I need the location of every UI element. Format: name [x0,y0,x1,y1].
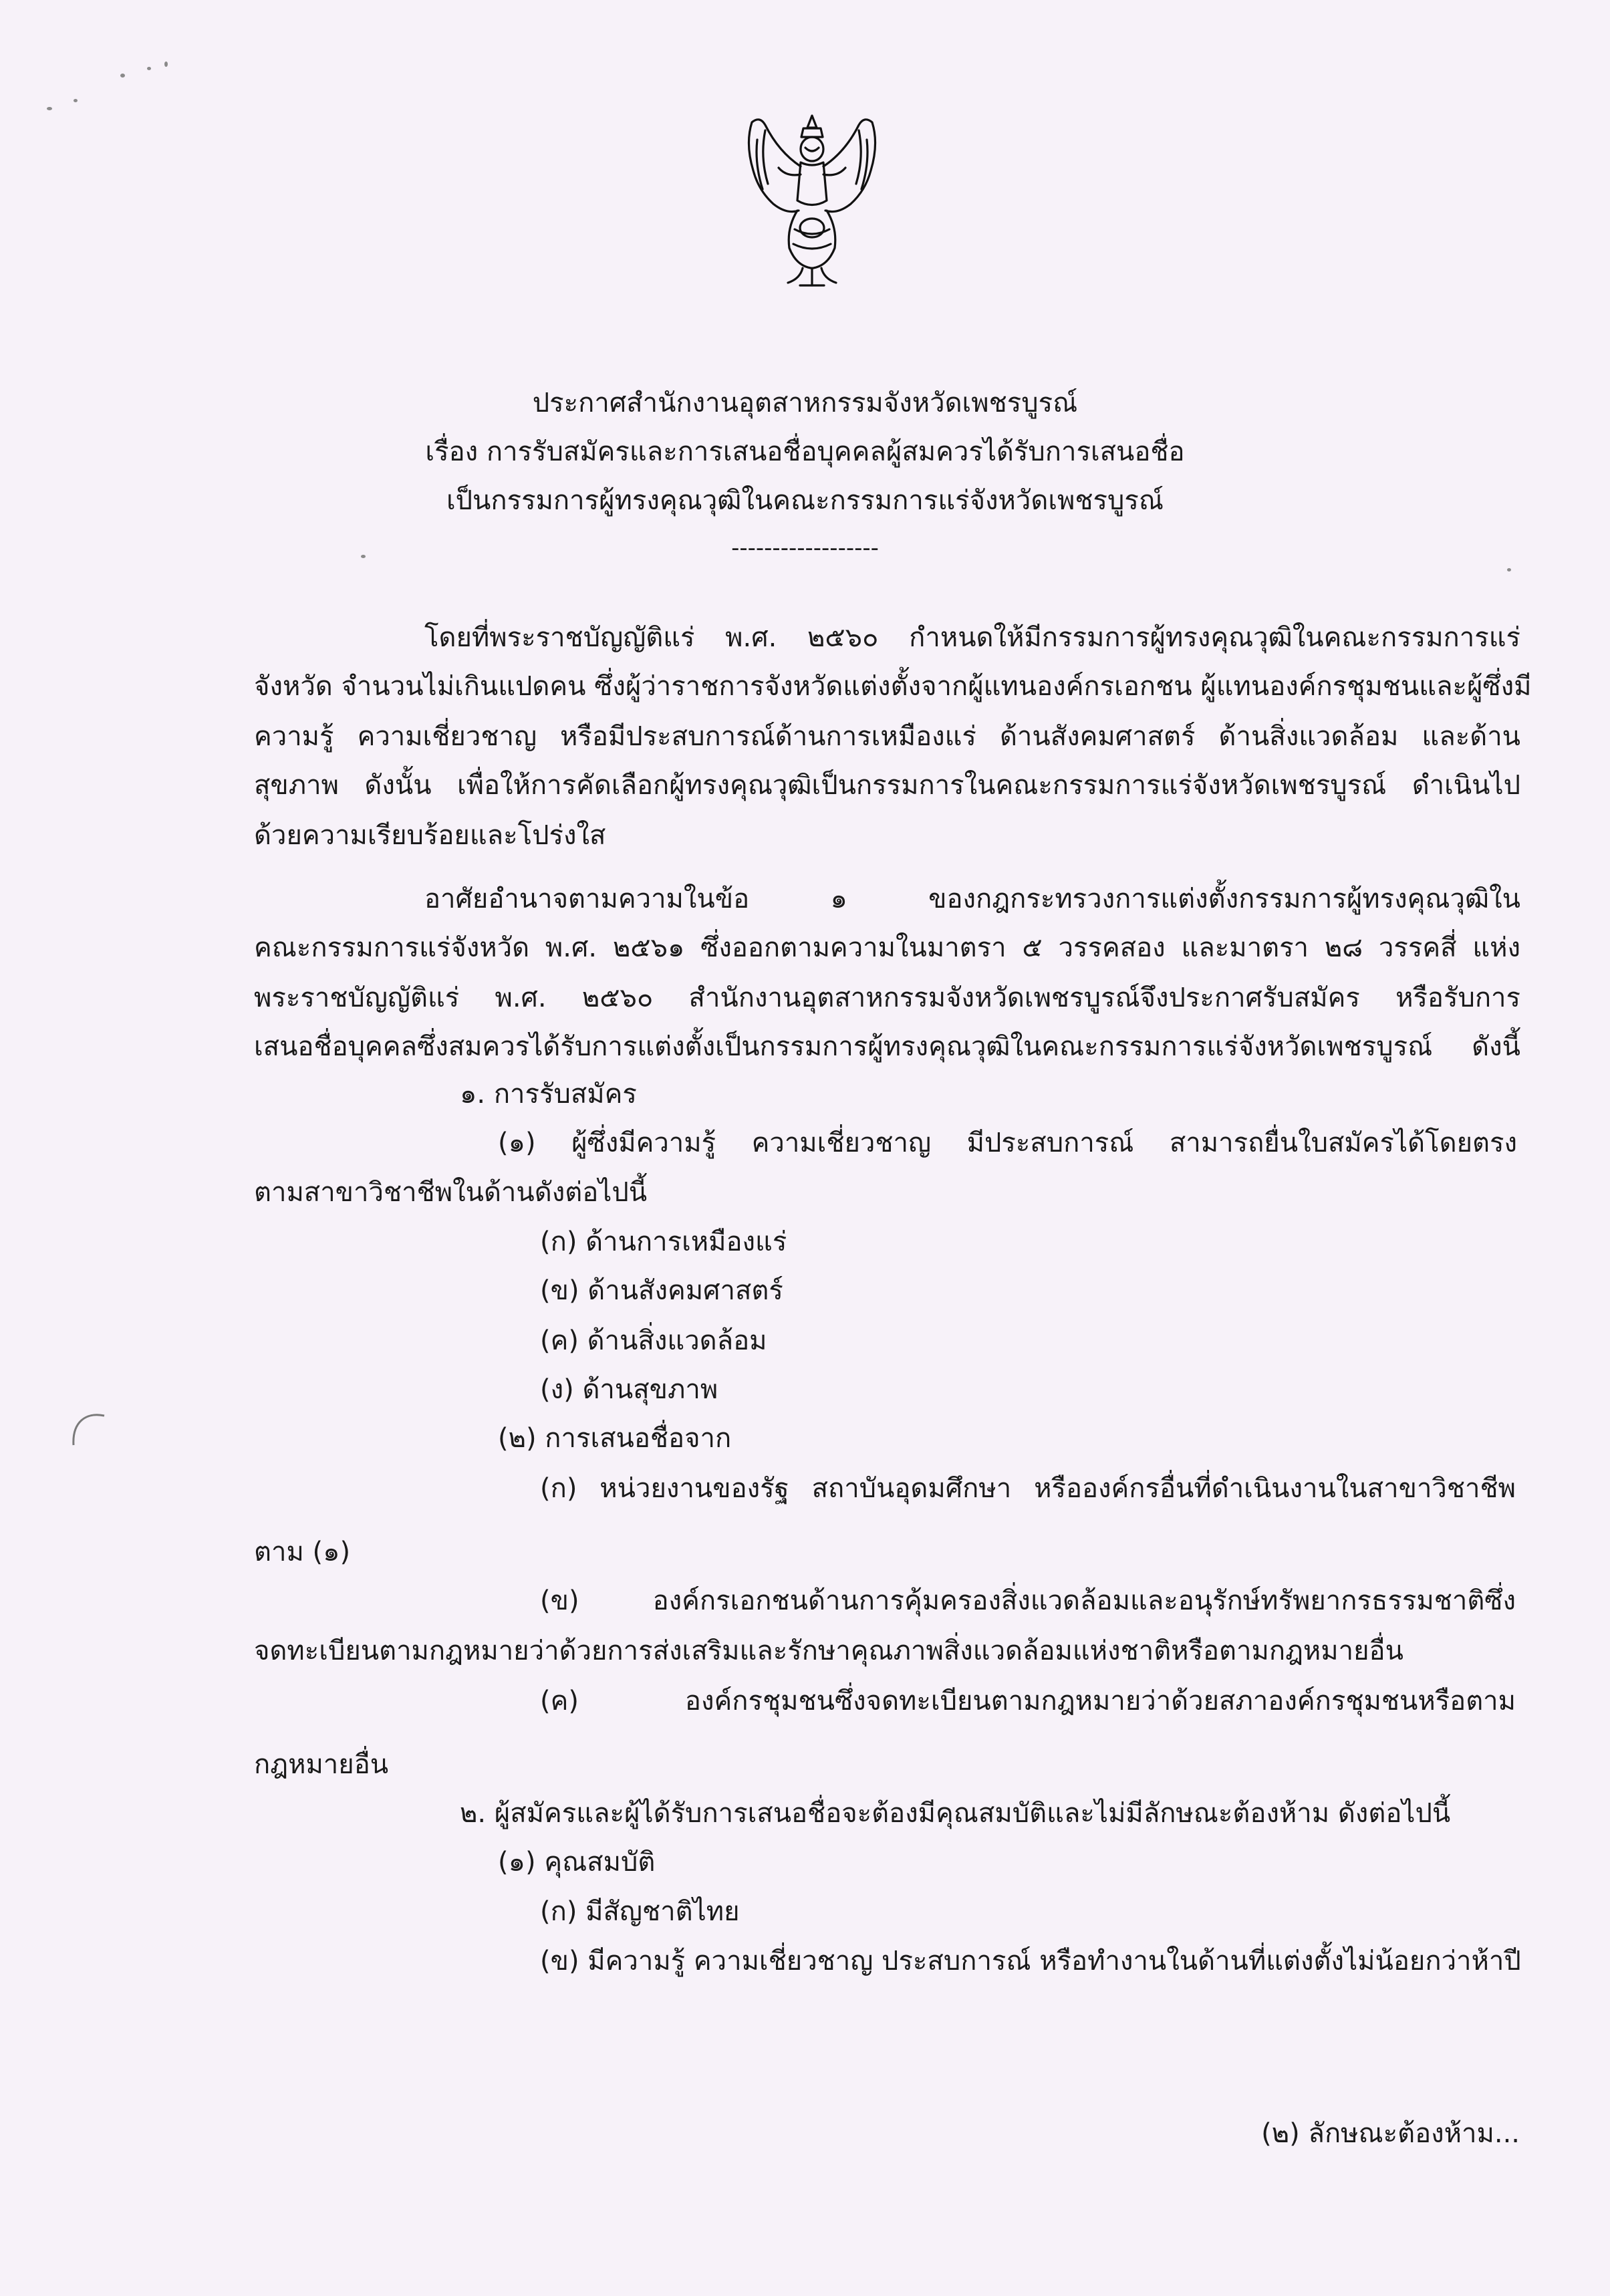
scan-speck [120,74,125,78]
scan-speck [47,107,52,110]
para1-line: ความรู้ ความเชี่ยวชาญ หรือมีประสบการณ์ด้านการเหมืองแร่ ด้านสังคมศาสตร์ ด้านสิ่งแวดล้อม และด้าน [254,721,1520,752]
section1-sub-item: (ค) ด้านสิ่งแวดล้อม [540,1325,767,1356]
para1-line: ด้วยความเรียบร้อยและโปร่งใส [254,820,606,851]
para2-line: อาศัยอำนาจตามความในข้อ ๑ ของกฎกระทรวงการแต่งตั้งกรรมการผู้ทรงคุณวุฒิใน [424,884,1520,914]
scan-speck [1507,568,1511,571]
para1-line: โดยที่พระราชบัญญัติแร่ พ.ศ. ๒๕๖๐ กำหนดให้มีกรรมการผู้ทรงคุณวุฒิในคณะกรรมการแร่ [424,622,1520,653]
garuda-emblem-icon [739,110,886,291]
section2-sub-item: (ข) มีความรู้ ความเชี่ยวชาญ ประสบการณ์ หรือทำงานในด้านที่แต่งตั้งไม่น้อยกว่าห้าปี [540,1946,1521,1976]
para2-line: เสนอชื่อบุคคลซึ่งสมควรได้รับการแต่งตั้งเป็นกรรมการผู้ทรงคุณวุฒิในคณะกรรมการแร่จังหวัดเพชรบูรณ์ ดังนี้ [254,1031,1520,1062]
para2-line: คณะกรรมการแร่จังหวัด พ.ศ. ๒๕๖๑ ซึ่งออกตามความในมาตรา ๕ วรรคสอง และมาตรา ๒๘ วรรคสี่ แห่ง [254,932,1520,963]
section1-item1-line: (๑) ผู้ซึ่งมีความรู้ ความเชี่ยวชาญ มีประสบการณ์ สามารถยื่นใบสมัครได้โดยตรง [498,1128,1517,1158]
announcement-title-line3: เป็นกรรมการผู้ทรงคุณวุฒิในคณะกรรมการแร่จังหวัดเพชรบูรณ์ [446,485,1164,516]
scan-speck [74,99,78,102]
para1-line: จังหวัด จำนวนไม่เกินแปดคน ซึ่งผู้ว่าราชการจังหวัดแต่งตั้งจากผู้แทนองค์กรเอกชน ผู้แทนองค์กรชุมชนและผู้ซึ่งมี [254,671,1532,702]
scan-speck [147,67,151,70]
section2-heading: ๒. ผู้สมัครและผู้ได้รับการเสนอชื่อจะต้องมีคุณสมบัติและไม่มีลักษณะต้องห้าม ดังต่อไปนี้ [460,1798,1451,1829]
section1-sub2b-line: จดทะเบียนตามกฎหมายว่าด้วยการส่งเสริมและรักษาคุณภาพสิ่งแวดล้อมแห่งชาติหรือตามกฎหมายอื่น [254,1636,1403,1666]
scan-speck [164,61,168,67]
para2-line: พระราชบัญญัติแร่ พ.ศ. ๒๕๖๐ สำนักงานอุตสาหกรรมจังหวัดเพชรบูรณ์จึงประกาศรับสมัคร หรือรับการ [254,983,1520,1013]
section1-sub-item: (ก) ด้านการเหมืองแร่ [540,1227,787,1257]
page-continuation: (๒) ลักษณะต้องห้าม... [1261,2118,1520,2149]
section1-item2: (๒) การเสนอชื่อจาก [498,1423,732,1454]
section1-sub2b-line: (ข) องค์กรเอกชนด้านการคุ้มครองสิ่งแวดล้อมและอนุรักษ์ทรัพยากรธรรมชาติซึ่ง [540,1585,1516,1616]
section1-sub2c-line: กฎหมายอื่น [254,1749,389,1780]
section1-sub2a-line: ตาม (๑) [254,1537,351,1567]
section1-item1-line: ตามสาขาวิชาชีพในด้านดังต่อไปนี้ [254,1177,648,1208]
section1-heading: ๑. การรับสมัคร [460,1079,637,1110]
section1-sub2c-line: (ค) องค์กรชุมชนซึ่งจดทะเบียนตามกฎหมายว่าด้วยสภาองค์กรชุมชนหรือตาม [540,1686,1516,1716]
section1-sub-item: (ง) ด้านสุขภาพ [540,1374,718,1405]
section2-sub-item: (ก) มีสัญชาติไทย [540,1896,740,1927]
title-divider: ------------------ [731,535,879,561]
announcement-title-line2: เรื่อง การรับสมัครและการเสนอชื่อบุคคลผู้สมควรได้รับการเสนอชื่อ [425,436,1185,467]
para1-line: สุขภาพ ดังนั้น เพื่อให้การคัดเลือกผู้ทรงคุณวุฒิเป็นกรรมการในคณะกรรมการแร่จังหวัดเพชรบูรณ์ ดำเนินไป [254,770,1520,801]
section1-sub2a-line: (ก) หน่วยงานของรัฐ สถาบันอุดมศึกษา หรือองค์กรอื่นที่ดำเนินงานในสาขาวิชาชีพ [540,1473,1516,1504]
scan-mark [65,1410,112,1450]
section1-sub-item: (ข) ด้านสังคมศาสตร์ [540,1275,783,1306]
section2-item1: (๑) คุณสมบัติ [498,1847,656,1878]
announcement-title-line1: ประกาศสำนักงานอุตสาหกรรมจังหวัดเพชรบูรณ์ [532,388,1078,418]
